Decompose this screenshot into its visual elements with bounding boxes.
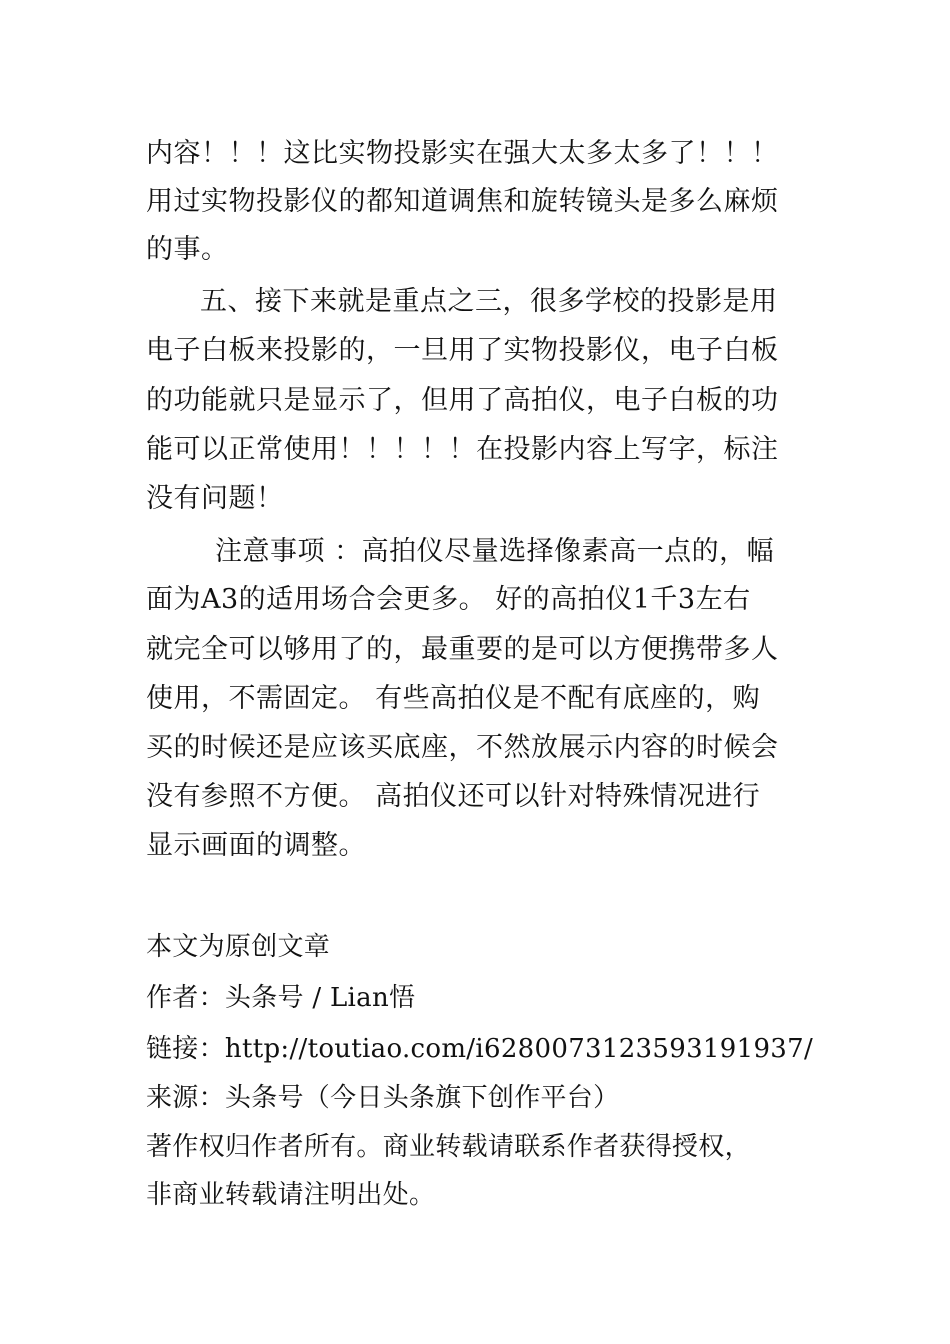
text-line: 没有参照不方便。 高拍仪还可以针对特殊情况进行 bbox=[146, 781, 761, 812]
original-notice: 本文为原创文章 bbox=[146, 932, 331, 962]
text-line: 电子白板来投影的，一旦用了实物投影仪，电子白板 bbox=[146, 335, 779, 366]
author-line: 作者：头条号 / Lian悟 bbox=[146, 983, 416, 1013]
text-line: 能可以正常使用！！！！！在投影内容上写字，标注 bbox=[146, 434, 779, 465]
copyright-line: 非商业转载请注明出处。 bbox=[146, 1180, 436, 1210]
text-line: 买的时候还是应该买底座，不然放展示内容的时候会 bbox=[146, 732, 779, 763]
text-line: 没有问题！ bbox=[146, 483, 284, 514]
text-line: 用过实物投影仪的都知道调焦和旋转镜头是多么麻烦 bbox=[146, 186, 779, 217]
text-line: 注意事项 ：高拍仪尽量选择像素高一点的，幅 bbox=[215, 536, 775, 567]
text-line: 就完全可以够用了的，最重要的是可以方便携带多人 bbox=[146, 634, 779, 665]
text-line: 的事。 bbox=[146, 234, 229, 265]
copyright-line: 著作权归作者所有。商业转载请联系作者获得授权， bbox=[146, 1132, 751, 1162]
text-line: 使用，不需固定。 有些高拍仪是不配有底座的，购 bbox=[146, 683, 761, 714]
text-line: 内容！！！这比实物投影实在强大太多太多了！！！ bbox=[146, 138, 779, 169]
link-line: 链接：http://toutiao.com/i6280073123593191937/ bbox=[146, 1034, 814, 1064]
text-line: 五、接下来就是重点之三，很多学校的投影是用 bbox=[200, 286, 778, 317]
text-line: 显示画面的调整。 bbox=[146, 830, 366, 861]
text-line: 面为A3的适用场合会更多。 好的高拍仪1千3左右 bbox=[146, 584, 751, 615]
text-line: 的功能就只是显示了，但用了高拍仪，电子白板的功 bbox=[146, 385, 779, 416]
source-line: 来源：头条号（今日头条旗下创作平台） bbox=[146, 1083, 620, 1113]
